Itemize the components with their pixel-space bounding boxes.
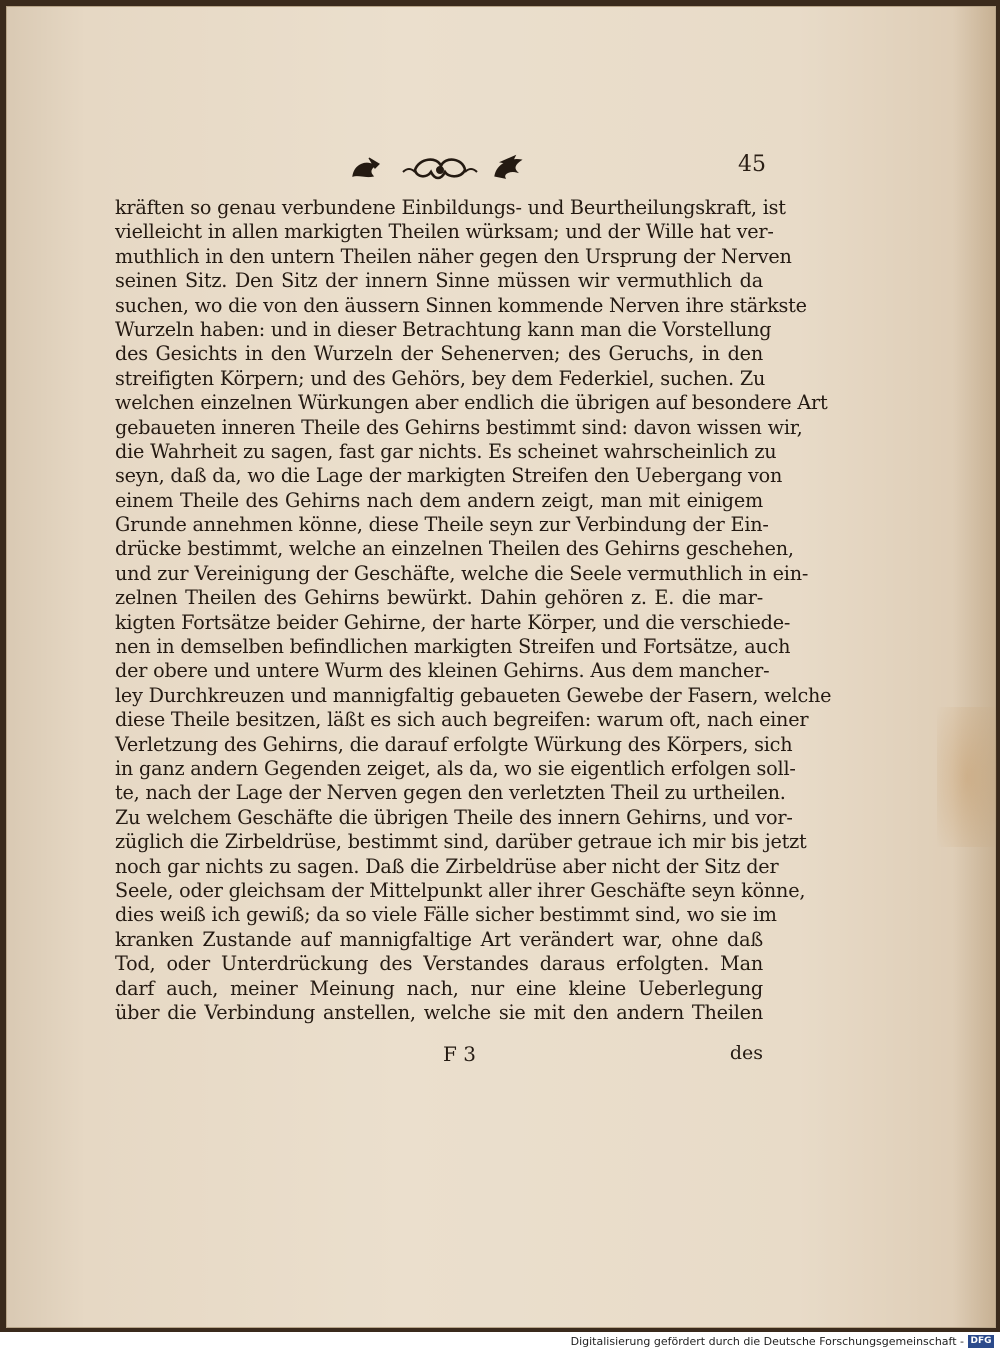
text-line: Zu welchem Geschäfte die übrigen Theile des innern Gehirns, und vor-: [115, 805, 793, 829]
body-text: [115, 196, 832, 1025]
text-line: ley Durchkreuzen und mannigfaltig gebaueten Gewebe der Fasern, welche: [115, 683, 832, 707]
text-line: über die Verbindung anstellen, welche sie mit den andern Theilen: [115, 1000, 763, 1024]
dfg-logo-icon: DFG: [968, 1335, 994, 1348]
text-line: darf auch, meiner Meinung nach, nur eine kleine Ueberlegung: [115, 976, 763, 1000]
text-line: suchen, wo die von den äussern Sinnen kommende Nerven ihre stärkste: [115, 293, 807, 317]
signature-mark: F 3: [443, 1042, 476, 1066]
text-line: vielleicht in allen markigten Theilen würksam; und der Wille hat ver-: [115, 220, 774, 244]
text-line: noch gar nichts zu sagen. Daß die Zirbeldrüse aber nicht der Sitz der: [115, 854, 779, 878]
text-line: diese Theile besitzen, läßt es sich auch begreifen: warum oft, nach einer: [115, 708, 809, 732]
credit-bar: [0, 1332, 1000, 1352]
catchword: des: [729, 1042, 763, 1064]
text-line: Verletzung des Gehirns, die darauf erfolgte Würkung des Körpers, sich: [115, 732, 793, 756]
text-line: drücke bestimmt, welche an einzelnen Theilen des Gehirns geschehen,: [115, 537, 794, 561]
text-line: dies weiß ich gewiß; da so viele Fälle sicher bestimmt sind, wo sie im: [115, 903, 777, 927]
text-line: streifigten Körpern; und des Gehörs, bey dem Federkiel, suchen. Zu: [115, 366, 766, 390]
text-line: einem Theile des Gehirns nach dem andern zeigt, man mit einigem: [115, 488, 763, 512]
text-line: nen in demselben befindlichen markigten Streifen und Fortsätze, auch: [115, 635, 791, 659]
text-line: züglich die Zirbeldrüse, bestimmt sind, darüber getraue ich mir bis jetzt: [115, 830, 807, 854]
text-line: kranken Zustande auf mannigfaltige Art verändert war, ohne daß: [115, 927, 763, 951]
text-line: zelnen Theilen des Gehirns bewürkt. Dahin gehören z. E. die mar-: [115, 586, 763, 610]
text-line: Grunde annehmen könne, diese Theile seyn zur Verbindung der Ein-: [115, 513, 769, 537]
page-edge-shading: [953, 7, 995, 1327]
text-line: des Gesichts in den Wurzeln der Sehenerven; des Geruchs, in den: [115, 342, 763, 366]
text-line: Wurzeln haben: und in dieser Betrachtung kann man die Vorstellung: [115, 317, 772, 341]
text-line: Tod, oder Unterdrückung des Verstandes daraus erfolgten. Man: [115, 952, 763, 976]
text-line: kigten Fortsätze beider Gehirne, der harte Körper, und die verschiede-: [115, 610, 791, 634]
text-line: kräften so genau verbundene Einbildungs- und Beurtheilungskraft, ist: [115, 196, 786, 219]
text-line: welchen einzelnen Würkungen aber endlich die übrigen auf besondere Art: [115, 391, 828, 415]
paper-stain: [937, 707, 997, 847]
text-line: die Wahrheit zu sagen, fast gar nichts. Es scheinet wahrscheinlich zu: [115, 439, 777, 463]
text-line: Seele, oder gleichsam der Mittelpunkt aller ihrer Geschäfte seyn könne,: [115, 878, 806, 902]
text-line: te, nach der Lage der Nerven gegen den verletzten Theil zu urtheilen.: [115, 781, 786, 805]
digitization-credit: Digitalisierung gefördert durch die Deutsche Forschungsgemeinschaft -: [570, 1335, 964, 1348]
text-line: muthlich in den untern Theilen näher gegen den Ursprung der Nerven: [115, 244, 792, 268]
text-line: der obere und untere Wurm des kleinen Gehirns. Aus dem mancher-: [115, 659, 770, 683]
text-line: und zur Vereinigung der Geschäfte, welche die Seele vermuthlich in ein-: [115, 561, 809, 585]
page-number: 45: [738, 152, 766, 177]
text-line: gebaueten inneren Theile des Gehirns bestimmt sind: davon wissen wir,: [115, 415, 803, 439]
text-line: seinen Sitz. Den Sitz der innern Sinne müssen wir vermuthlich da: [115, 269, 763, 293]
text-line: seyn, daß da, wo die Lage der markigten Streifen den Uebergang von: [115, 464, 783, 488]
page-footer: [115, 1042, 763, 1068]
header-ornament-icon: [345, 150, 535, 184]
text-line: in ganz andern Gegenden zeiget, als da, wo sie eigentlich erfolgen soll-: [115, 756, 796, 780]
